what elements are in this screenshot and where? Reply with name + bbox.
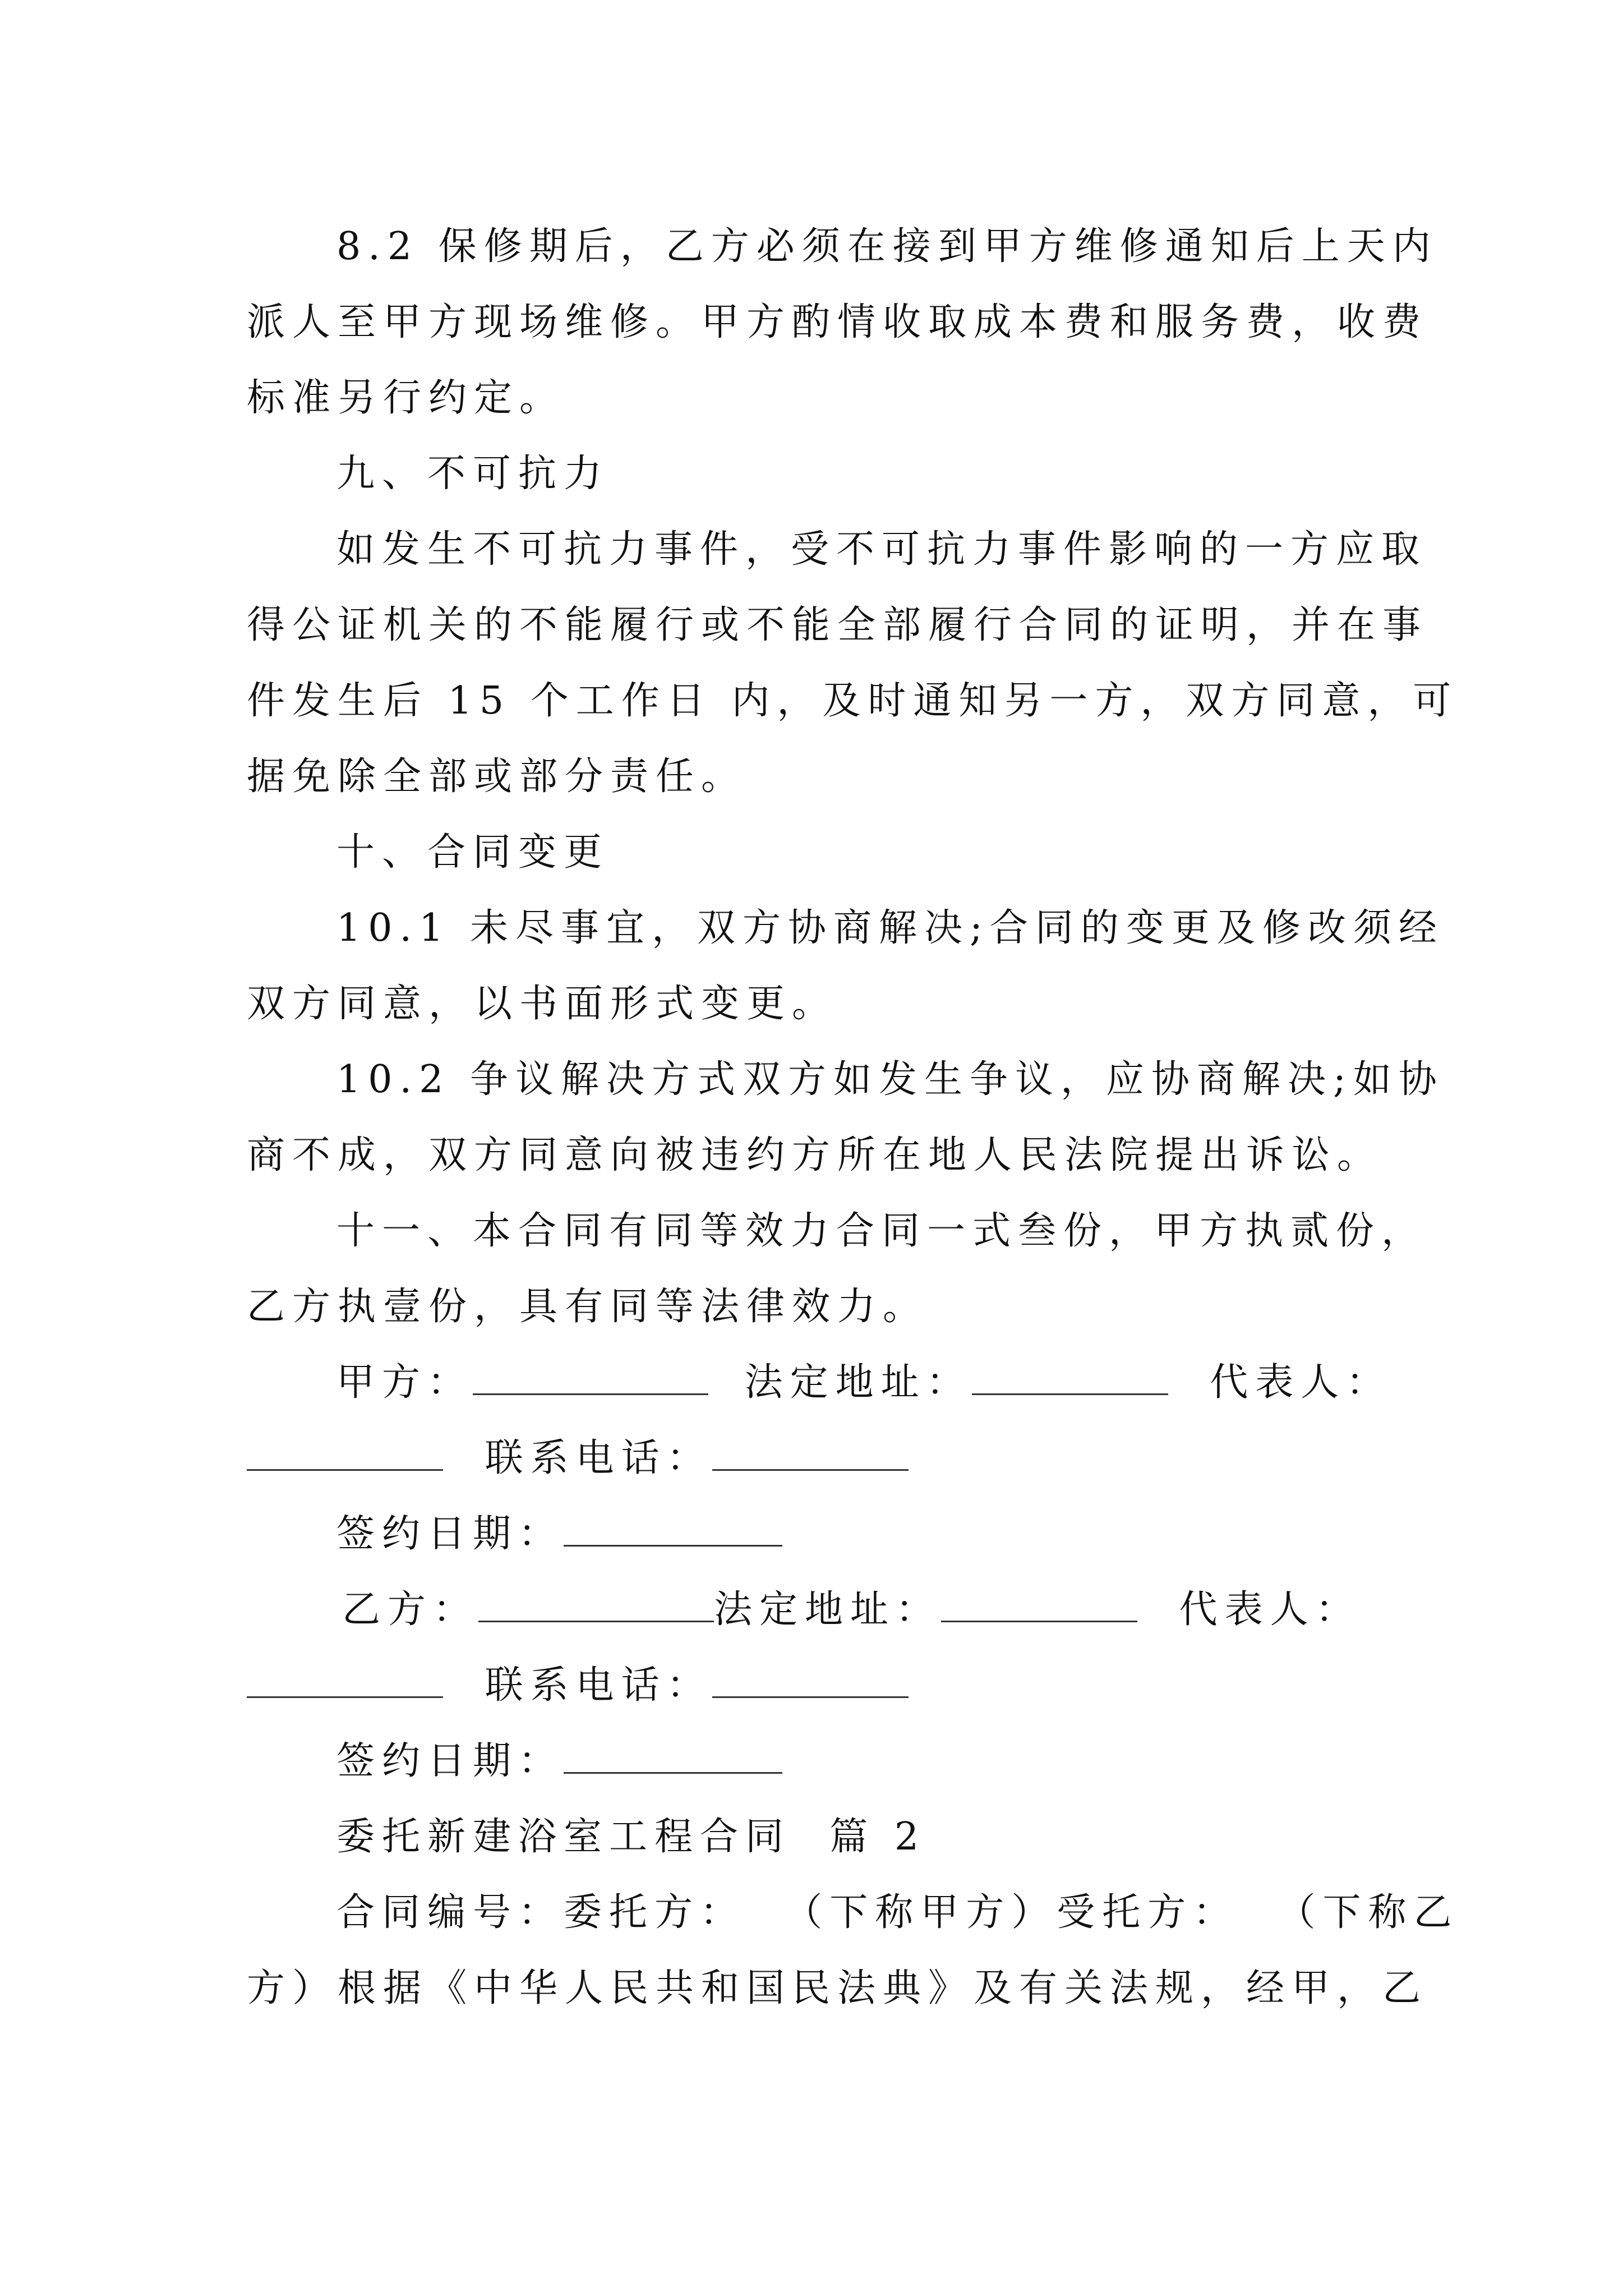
section-9-line-1: 如发生不可抗力事件，受不可抗力事件影响的一方应取 bbox=[336, 527, 1427, 572]
party-b-name-label: 乙方： bbox=[342, 1588, 479, 1632]
party-a-name-label: 甲方： bbox=[336, 1360, 473, 1405]
clause-10-1-line-1: 10.1 未尽事宜，双方协商解决;合同的变更及修改须经 bbox=[336, 906, 1444, 950]
clause-10-2-line-1: 10.2 争议解决方式双方如发生争议，应协商解决;如协 bbox=[336, 1057, 1444, 1102]
section-9-line-3: 件发生后 15 个工作日 内，及时通知另一方，双方同意，可 bbox=[247, 679, 1459, 723]
party-a-date-label: 签约日期： bbox=[336, 1512, 564, 1556]
section-9-line-2: 得公证机关的不能履行或不能全部履行合同的证明，并在事 bbox=[247, 603, 1428, 647]
contract-2-line-1: 合同编号：委托方： （下称甲方）受托方： （下称乙 bbox=[336, 1890, 1459, 1935]
section-10-heading: 十、合同变更 bbox=[336, 830, 610, 875]
clause-8-2-line-3: 标准另行约定。 bbox=[247, 376, 565, 420]
section-9-line-4: 据免除全部或部分责任。 bbox=[247, 754, 747, 799]
party-b-line-1 bbox=[342, 1588, 1361, 1632]
party-b-date-blank[interactable] bbox=[564, 1741, 782, 1774]
party-a-address-label: 法定地址： bbox=[744, 1360, 972, 1405]
party-a-name-blank[interactable] bbox=[473, 1362, 708, 1395]
party-b-address-blank[interactable] bbox=[941, 1589, 1137, 1622]
clause-8-2-line-2: 派人至甲方现场维修。甲方酌情收取成本费和服务费，收费 bbox=[247, 300, 1428, 344]
party-b-date-line bbox=[336, 1739, 782, 1784]
party-a-phone-label: 联系电话： bbox=[485, 1436, 712, 1480]
party-b-address-label: 法定地址： bbox=[714, 1588, 942, 1632]
party-a-line-1 bbox=[336, 1360, 1391, 1405]
party-b-phone-blank[interactable] bbox=[712, 1665, 909, 1698]
section-11-line-2: 乙方执壹份，具有同等法律效力。 bbox=[247, 1285, 929, 1329]
party-b-phone-label: 联系电话： bbox=[485, 1663, 712, 1708]
clause-8-2-line-1: 8.2 保修期后，乙方必须在接到甲方维修通知后上天内 bbox=[336, 224, 1438, 269]
party-a-phone-blank[interactable] bbox=[712, 1438, 909, 1471]
party-a-date-line bbox=[336, 1512, 782, 1557]
party-a-date-blank[interactable] bbox=[564, 1513, 782, 1547]
party-b-name-blank[interactable] bbox=[478, 1589, 714, 1622]
party-a-rep-blank[interactable] bbox=[247, 1438, 443, 1471]
party-a-address-blank[interactable] bbox=[972, 1362, 1168, 1395]
party-b-line-2 bbox=[247, 1663, 909, 1708]
section-9-heading: 九、不可抗力 bbox=[336, 452, 610, 496]
party-b-rep-blank[interactable] bbox=[247, 1665, 443, 1698]
clause-10-1-line-2: 双方同意，以书面形式变更。 bbox=[247, 982, 838, 1026]
contract-2-title: 委托新建浴室工程合同 篇 2 bbox=[336, 1815, 926, 1859]
section-11-line-1: 十一、本合同有同等效力合同一式叁份，甲方执贰份， bbox=[336, 1209, 1427, 1253]
party-b-rep-label: 代表人： bbox=[1179, 1588, 1361, 1632]
party-a-line-2 bbox=[247, 1436, 909, 1481]
contract-2-line-2: 方）根据《中华人民共和国民法典》及有关法规，经甲，乙 bbox=[247, 1966, 1428, 2010]
party-a-rep-label: 代表人： bbox=[1210, 1360, 1392, 1405]
party-b-date-label: 签约日期： bbox=[336, 1739, 564, 1783]
clause-10-2-line-2: 商不成，双方同意向被违约方所在地人民法院提出诉讼。 bbox=[247, 1133, 1383, 1177]
